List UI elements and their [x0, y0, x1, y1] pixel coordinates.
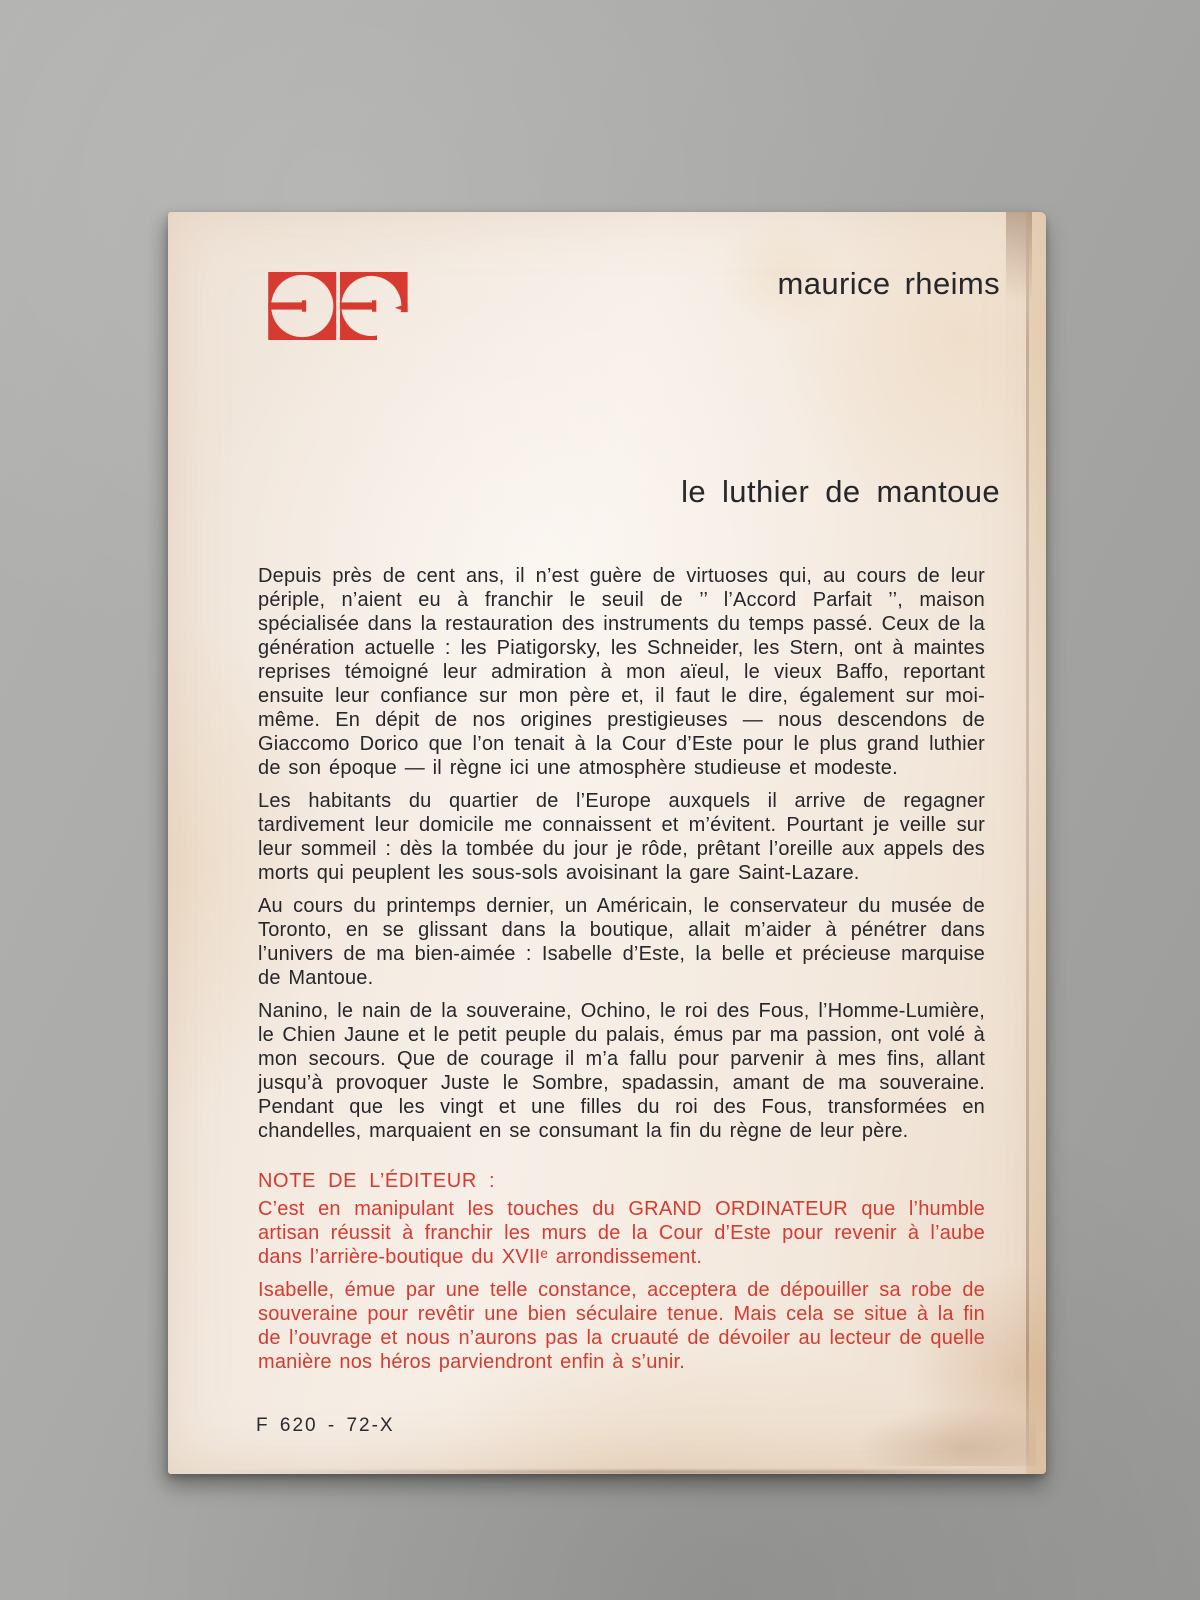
author-name: maurice rheims [777, 266, 1000, 301]
book-title: le luthier de mantoue [681, 474, 1000, 509]
cover-edge-strip [1029, 212, 1046, 1474]
synopsis-paragraph: Depuis près de cent ans, il n’est guère de virtuoses qui, au cours de leur périple, n’aient eu à franchir le seuil de ’’ l’Accord Parfait ’’, maison spécialisée dans la restauration des instruments du temps passé. Ceux de la génération actuelle : les Piatigorsky, les Schneider, les Stern, ont à maintes reprises témoigné leur admiration à mon aïeul, le vieux Baffo, reportant ensuite leur confiance sur mon père et, il faut le dire, également sur moi-même. En dépit de nos origines prestigieuses — nous descendons de Giaccomo Dorico que l’on tenait à la Cour d’Este pour le plus grand luthier de son époque — il règne ici une atmosphère studieuse et modeste. [258, 565, 985, 779]
publisher-logo-icon [268, 272, 408, 340]
editor-note-paragraph: Isabelle, émue par une telle constance, acceptera de dépouiller sa robe de souveraine pour revêtir une bien séculaire tenue. Mais cela se situe à la fin de l’ouvrage et nous n’aurons pas la cruauté de dévoiler au lecteur de quelle manière nos héros parviendront enfin à s’unir. [258, 1279, 985, 1373]
back-cover-text [258, 564, 985, 1383]
synopsis-paragraph: Nanino, le nain de la souveraine, Ochino, le roi des Fous, l’Homme-Lumière, le Chien Jaune et le petit peuple du palais, émus par ma passion, ont volé à mon secours. Que de courage il m’a fallu pour parvenir à mes fins, allant jusqu’à provoquer Juste le Sombre, spadassin, amant de ma souveraine. Pendant que les vingt et une filles du roi des Fous, transformées en chandelles, marquaient en se consumant la fin du règne de leur père. [258, 1000, 985, 1142]
book-back-cover [168, 212, 1046, 1474]
editor-note-heading: NOTE DE L’ÉDITEUR : [258, 1170, 496, 1192]
synopsis-paragraph: Les habitants du quartier de l’Europe auxquels il arrive de regagner tardivement leur domicile me connaissent et m’évitent. Pourtant je veille sur leur sommeil : dès la tombée du jour je rôde, prêtant l’oreille aux appels des morts qui peuplent les sous-sols avoisinant la gare Saint-Lazare. [258, 790, 985, 884]
synopsis-paragraph: Au cours du printemps dernier, un Américain, le conservateur du musée de Toronto, en se glissant dans la boutique, allait m’aider à pénétrer dans l’univers de ma bien-aimée : Isabelle d’Este, la belle et précieuse marquise de Mantoue. [258, 895, 985, 989]
editor-note-paragraph: C’est en manipulant les touches du GRAND ORDINATEUR que l’humble artisan réussit à franchir les murs de la Cour d’Este pour revenir à l’aube dans l’arrière-boutique du XVIIᵉ arrondissement. [258, 1198, 985, 1268]
corner-stain [1006, 212, 1032, 302]
cover-fold-crease [1026, 212, 1029, 1474]
bottom-stain [856, 1406, 1036, 1466]
print-code: F 620 - 72-X [256, 1415, 395, 1436]
page-block-shadow [221, 1470, 1011, 1474]
